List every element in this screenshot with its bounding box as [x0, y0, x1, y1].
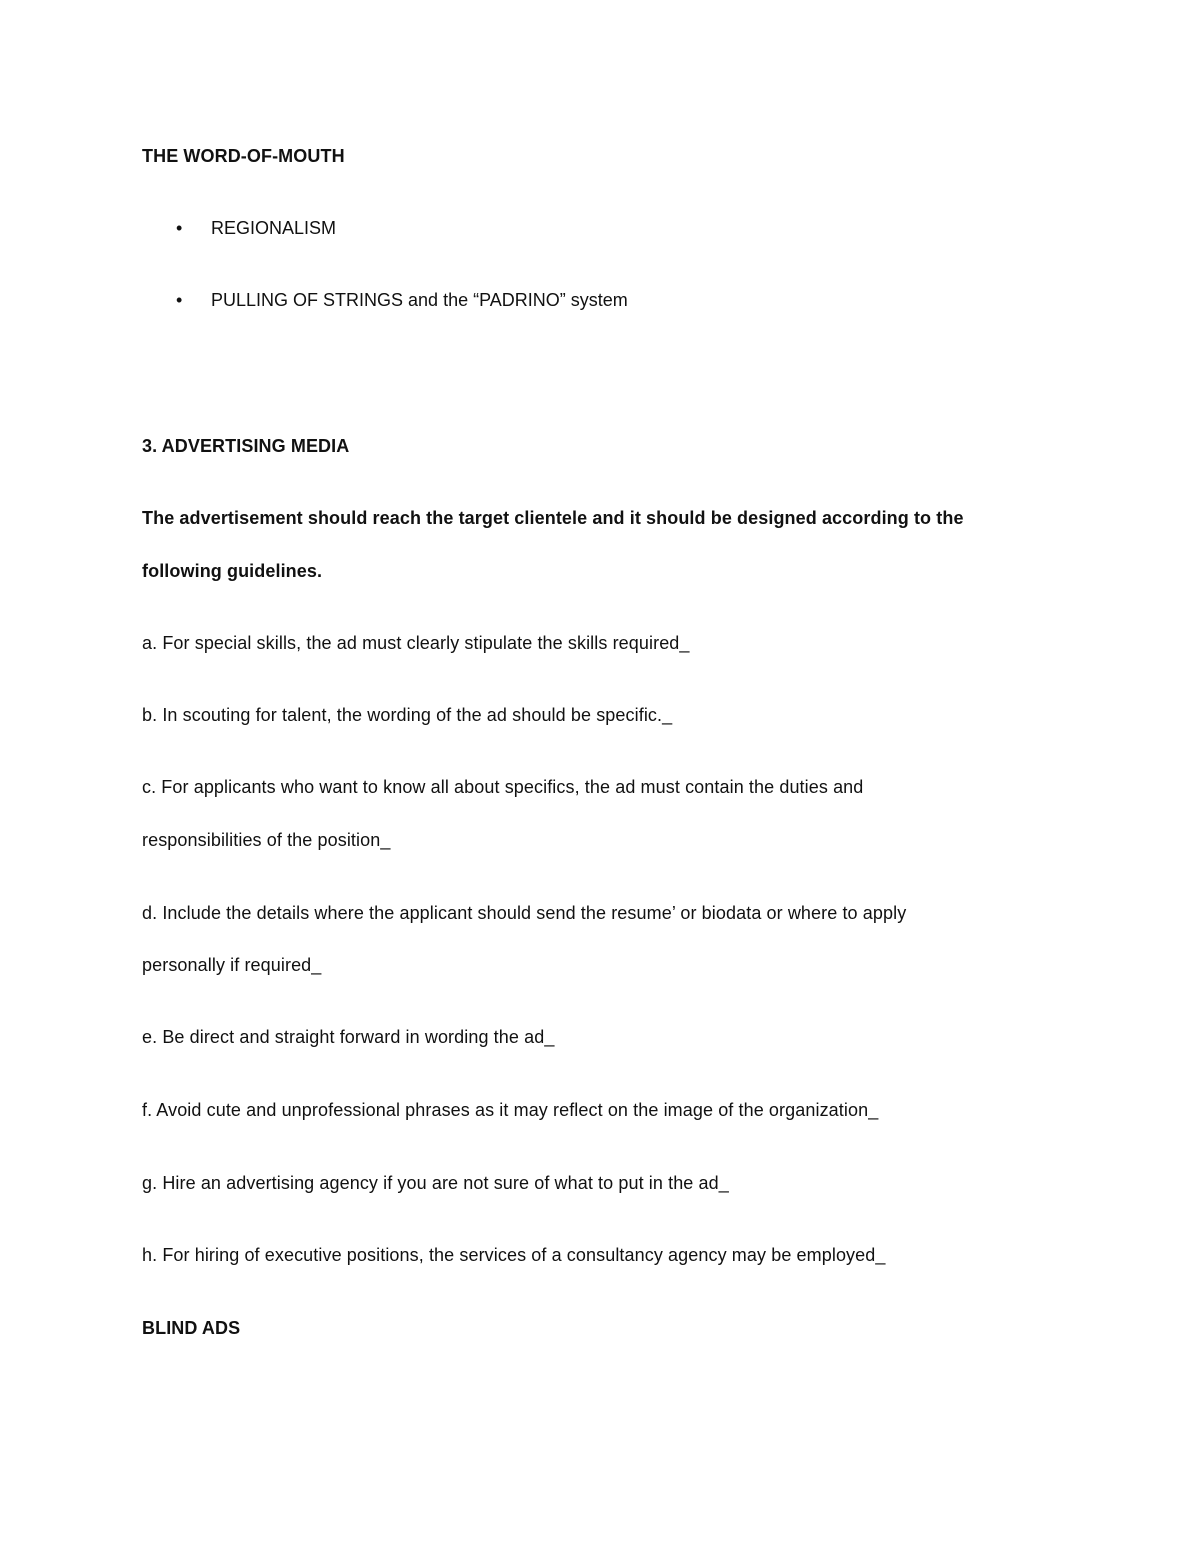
intro-paragraph-line-1: The advertisement should reach the target clientele and it should be designed according to the	[142, 508, 964, 528]
guideline-d-line-2: personally if required_	[142, 955, 322, 975]
guideline-f: f. Avoid cute and unprofessional phrases as it may reflect on the image of the organization_	[142, 1100, 879, 1120]
bullet-marker: •	[176, 218, 183, 238]
heading-advertising-media: 3. ADVERTISING MEDIA	[142, 436, 350, 456]
guideline-d-line-1: d. Include the details where the applicant should send the resume’ or biodata or where to apply	[142, 903, 907, 923]
guideline-a: a. For special skills, the ad must clearly stipulate the skills required_	[142, 633, 690, 653]
guideline-h: h. For hiring of executive positions, the services of a consultancy agency may be employed_	[142, 1245, 886, 1265]
intro-paragraph-line-2: following guidelines.	[142, 561, 323, 581]
guideline-c-line-2: responsibilities of the position_	[142, 830, 391, 850]
bullet-item-regionalism: REGIONALISM	[211, 218, 337, 238]
heading-word-of-mouth: THE WORD-OF-MOUTH	[142, 146, 345, 166]
heading-blind-ads: BLIND ADS	[142, 1318, 241, 1338]
guideline-c-line-1: c. For applicants who want to know all about specifics, the ad must contain the duties and	[142, 777, 864, 797]
guideline-g: g. Hire an advertising agency if you are not sure of what to put in the ad_	[142, 1173, 729, 1193]
guideline-e: e. Be direct and straight forward in wording the ad_	[142, 1027, 555, 1047]
bullet-item-padrino: PULLING OF STRINGS and the “PADRINO” system	[211, 290, 628, 310]
bullet-marker: •	[176, 290, 183, 310]
guideline-b: b. In scouting for talent, the wording of the ad should be specific._	[142, 705, 673, 725]
